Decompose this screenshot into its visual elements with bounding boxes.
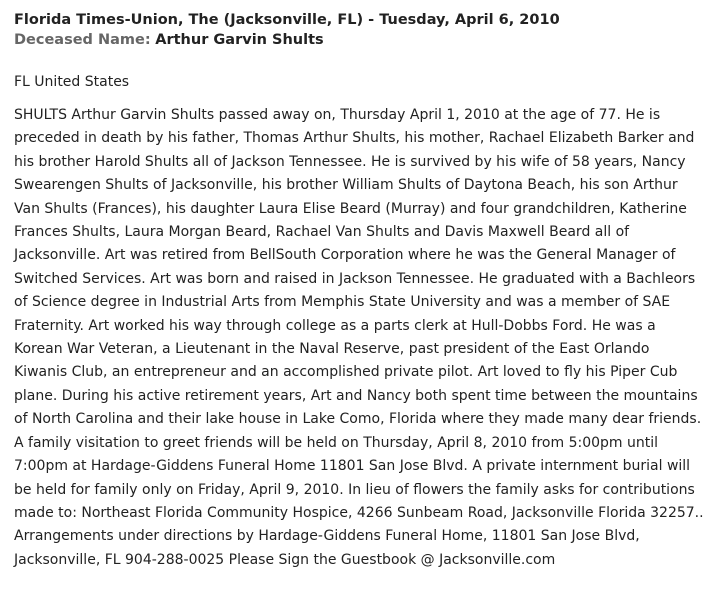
obituary-line: Kiwanis Club, an entrepreneur and an accomplished private pilot. Art loved to fly his Piper Cub (14, 364, 678, 381)
obituary-line: Jacksonville, FL 904-288-0025 Please Sign the Guestbook @ Jacksonville.com (14, 551, 556, 568)
obituary-line: Korean War Veteran, a Lieutenant in the Naval Reserve, past president of the East Orlando (14, 341, 650, 358)
publication-headline: Florida Times-Union, The (Jacksonville, FL) - Tuesday, April 6, 2010 (14, 12, 560, 28)
obituary-line: 7:00pm at Hardage-Giddens Funeral Home 11801 San Jose Blvd. A private internment burial will (14, 458, 691, 475)
deceased-name-line (14, 30, 726, 50)
obituary-line: preceded in death by his father, Thomas Arthur Shults, his mother, Rachael Elizabeth Barker and (14, 130, 695, 147)
deceased-name-label: Deceased Name: (14, 32, 151, 48)
obituary-line: of North Carolina and their lake house in Lake Como, Florida where they made many dear friends. (14, 411, 702, 428)
obituary-line: Jacksonville. Art was retired from BellSouth Corporation where he was the General Manager of (14, 247, 676, 264)
obituary-line: of Science degree in Industrial Arts from Memphis State University and was a member of SAE (14, 294, 671, 311)
obituary-line: A family visitation to greet friends will be held on Thursday, April 8, 2010 from 5:00pm until (14, 434, 658, 451)
obituary-line: made to: Northeast Florida Community Hospice, 4266 Sunbeam Road, Jacksonville Florida 32257.. (14, 504, 704, 521)
obituary-line: Arrangements under directions by Hardage-Giddens Funeral Home, 11801 San Jose Blvd, (14, 528, 640, 545)
location-text: FL United States (14, 74, 130, 90)
obituary-line: SHULTS Arthur Garvin Shults passed away on, Thursday April 1, 2010 at the age of 77. He is (14, 107, 661, 123)
obituary-line: Switched Services. Art was born and raised in Jackson Tennessee. He graduated with a Bachleors (14, 270, 696, 287)
obituary-line: his brother Harold Shults all of Jackson Tennessee. He is survived by his wife of 58 years, Nancy (14, 153, 686, 170)
obituary-line: be held for family only on Friday, April 9, 2010. In lieu of flowers the family asks for contributions (14, 481, 695, 498)
deceased-name-value: Arthur Garvin Shults (155, 32, 324, 48)
obituary-line: Van Shults (Frances), his daughter Laura Elise Beard (Murray) and four grandchildren, Katherine (14, 200, 687, 217)
obituary-line: Swearengen Shults of Jacksonville, his brother William Shults of Daytona Beach, his son Arthur (14, 177, 678, 194)
obituary-body (14, 104, 714, 572)
obituary-line: Fraternity. Art worked his way through college as a parts clerk at Hull-Dobbs Ford. He was a (14, 317, 656, 334)
obituary-line: plane. During his active retirement years, Art and Nancy both spent time between the mountains (14, 387, 698, 404)
obituary-line: Frances Shults, Laura Morgan Beard, Rachael Van Shults and Davis Maxwell Beard all of (14, 224, 630, 241)
